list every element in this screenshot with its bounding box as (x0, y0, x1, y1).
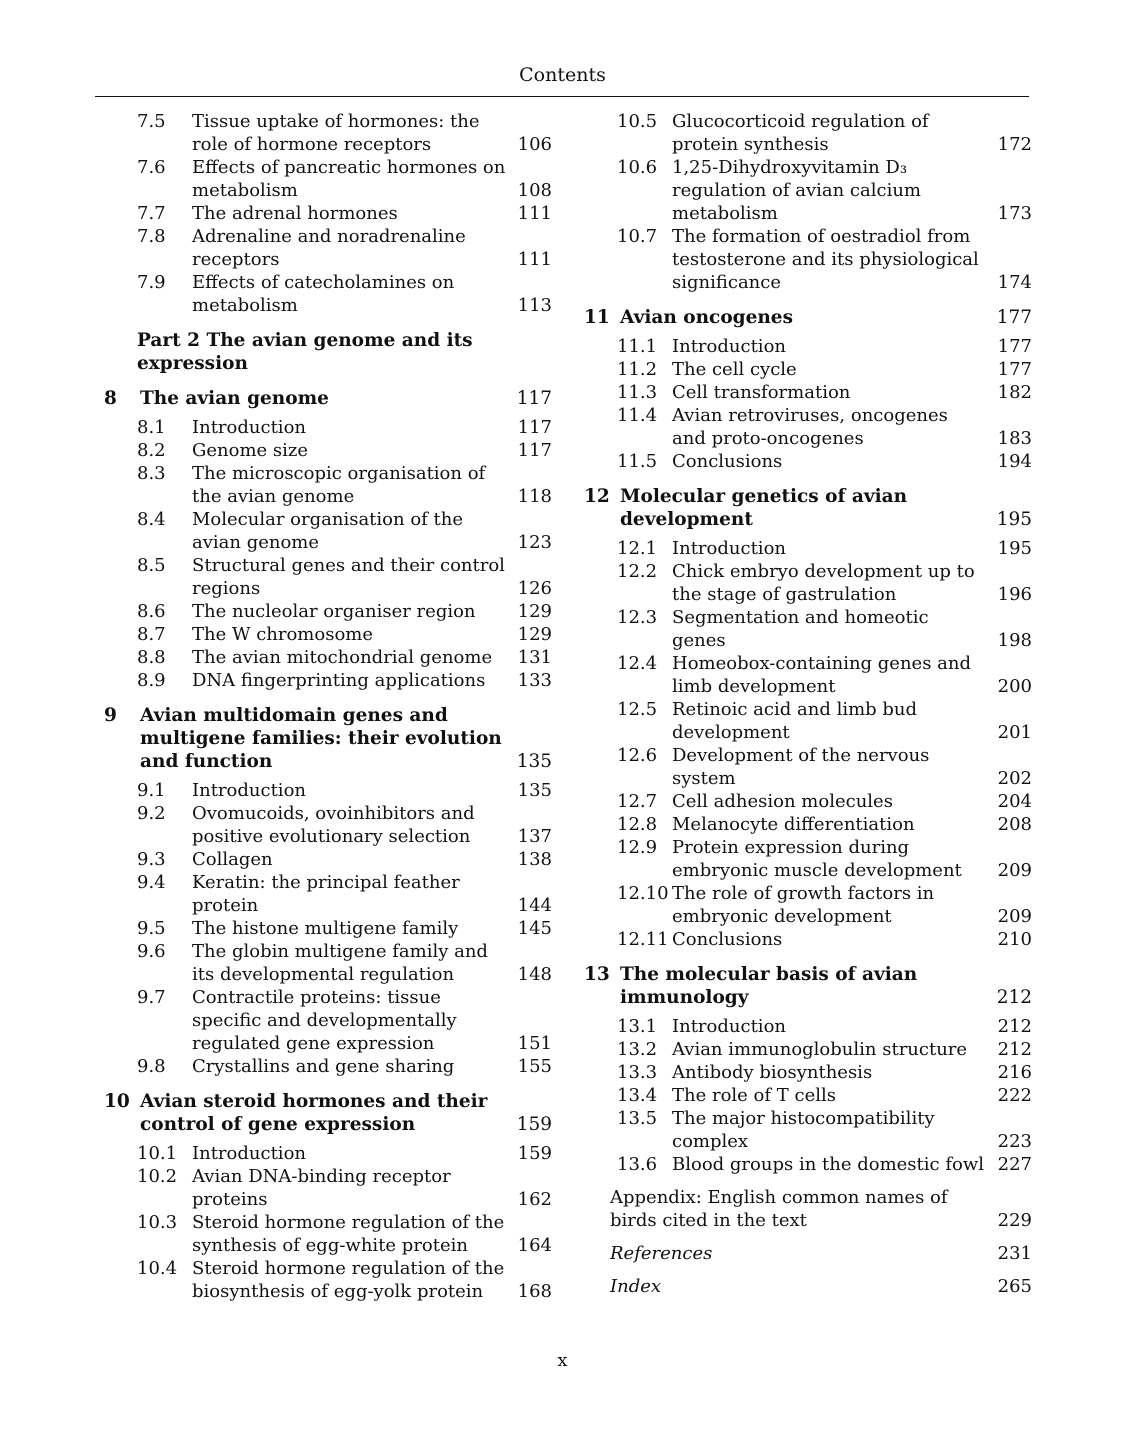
toc-sec-entry (580, 225, 1032, 294)
toc-entry-number: 13.3 (617, 1062, 658, 1083)
toc-entry-title: Avian DNA-binding receptor proteins (192, 1166, 451, 1210)
toc-sec-entry (580, 882, 1032, 928)
toc-entry-number: 13.5 (617, 1108, 658, 1129)
toc-entry-page: 265 (997, 1276, 1032, 1297)
toc-entry-title: Chick embryo development up to the stage of gastrulation (672, 561, 975, 605)
toc-sec-entry (580, 836, 1032, 882)
toc-entry-title: Introduction (192, 1143, 306, 1164)
toc-sec-entry (100, 225, 552, 271)
toc-sec-entry (580, 404, 1032, 450)
toc-entry-title: Retinoic acid and limb bud development (672, 699, 918, 743)
toc-entry-title: Ovomucoids, ovoinhibitors and positive evolutionary selection (192, 803, 475, 847)
toc-entry-number: 7.9 (137, 272, 166, 293)
toc-entry-page: 212 (997, 1016, 1032, 1037)
toc-entry-page: 145 (517, 918, 552, 939)
toc-sec-entry (100, 623, 552, 646)
page-number: x (557, 1350, 568, 1371)
toc-sec-entry (580, 156, 1032, 225)
toc-entry-title: Antibody biosynthesis (672, 1062, 873, 1083)
toc-entry-page: 212 (996, 987, 1032, 1008)
toc-entry-title: Introduction (672, 1016, 786, 1037)
toc-entry-number: 10.1 (137, 1143, 178, 1164)
toc-entry-title: Part 2 The avian genome and its expression (137, 330, 473, 374)
toc-entry-page: 117 (517, 440, 552, 461)
toc-sec-entry (580, 1107, 1032, 1153)
toc-entry-number: 12 (584, 486, 610, 507)
toc-entry-title: References (610, 1243, 713, 1264)
toc-entry-page: 222 (997, 1085, 1032, 1106)
toc-entry-page: 151 (517, 1033, 552, 1054)
toc-entry-number: 7.7 (137, 203, 166, 224)
toc-entry-title: The microscopic organisation of the avian genome (192, 463, 486, 507)
toc-back-entry (580, 1186, 1032, 1232)
toc-entry-number: 8.8 (137, 647, 166, 668)
toc-entry-title: The histone multigene family (192, 918, 459, 939)
toc-entry-number: 8 (104, 388, 117, 409)
toc-entry-title: Avian multidomain genes and multigene families: their evolution and function (140, 705, 502, 772)
toc-chap-entry (580, 485, 1032, 531)
toc-entry-page: 223 (997, 1131, 1032, 1152)
toc-entry-number: 9.6 (137, 941, 166, 962)
toc-entry-number: 13.6 (617, 1154, 658, 1175)
toc-sec-entry (100, 462, 552, 508)
toc-entry-page: 194 (997, 451, 1032, 472)
toc-entry-number: 7.8 (137, 226, 166, 247)
toc-entry-page: 138 (517, 849, 552, 870)
toc-entry-page: 168 (517, 1281, 552, 1302)
toc-entry-number: 9.8 (137, 1056, 166, 1077)
toc-entry-page: 133 (517, 670, 552, 691)
toc-entry-page: 195 (996, 509, 1032, 530)
toc-entry-title: The nucleolar organiser region (192, 601, 476, 622)
toc-entry-page: 229 (997, 1210, 1032, 1231)
toc-back-entry (580, 1242, 1032, 1265)
toc-sec-entry (580, 1061, 1032, 1084)
toc-entry-title: The cell cycle (672, 359, 797, 380)
toc-entry-number: 8.1 (137, 417, 166, 438)
toc-entry-number: 9.4 (137, 872, 166, 893)
toc-entry-page: 201 (997, 722, 1032, 743)
toc-entry-title: Introduction (192, 417, 306, 438)
toc-sec-entry (100, 416, 552, 439)
toc-entry-number: 8.9 (137, 670, 166, 691)
toc-entry-page: 177 (997, 359, 1032, 380)
toc-entry-title: Introduction (672, 538, 786, 559)
toc-sec-entry (100, 1142, 552, 1165)
toc-entry-number: 7.5 (137, 111, 166, 132)
toc-sec-entry (580, 698, 1032, 744)
toc-entry-number: 9.2 (137, 803, 166, 824)
toc-sec-entry (100, 871, 552, 917)
toc-entry-title: The globin multigene family and its developmental regulation (192, 941, 488, 985)
toc-entry-page: 164 (517, 1235, 552, 1256)
toc-entry-title: Avian retroviruses, oncogenes and proto-oncogenes (672, 405, 948, 449)
toc-entry-number: 11.4 (617, 405, 658, 426)
toc-entry-page: 209 (997, 860, 1032, 881)
toc-entry-page: 177 (997, 336, 1032, 357)
toc-entry-page: 108 (517, 180, 552, 201)
toc-entry-page: 183 (997, 428, 1032, 449)
toc-chap-entry (580, 306, 1032, 329)
toc-sec-entry (580, 1015, 1032, 1038)
toc-entry-number: 12.4 (617, 653, 658, 674)
toc-entry-number: 8.3 (137, 463, 166, 484)
toc-entry-number: 9 (104, 705, 117, 726)
toc-entry-page: 117 (516, 388, 552, 409)
toc-entry-number: 12.5 (617, 699, 658, 720)
toc-sec-entry (100, 1165, 552, 1211)
toc-entry-number: 10.3 (137, 1212, 178, 1233)
toc-entry-page: 195 (997, 538, 1032, 559)
toc-entry-page: 174 (997, 272, 1032, 293)
toc-entry-number: 13.2 (617, 1039, 658, 1060)
toc-sec-entry (580, 560, 1032, 606)
toc-entry-title: DNA fingerprinting applications (192, 670, 486, 691)
toc-entry-number: 9.1 (137, 780, 166, 801)
toc-entry-title: Avian oncogenes (620, 307, 793, 328)
toc-entry-title: Contractile proteins: tissue specific and developmentally regulated gene expression (192, 987, 457, 1054)
toc-sec-entry (100, 1055, 552, 1078)
toc-entry-number: 10.7 (617, 226, 658, 247)
toc-entry-title: The molecular basis of avian immunology (620, 964, 918, 1008)
toc-sec-entry (580, 1084, 1032, 1107)
toc-sec-entry (100, 940, 552, 986)
toc-sec-entry (100, 600, 552, 623)
toc-entry-page: 172 (997, 134, 1032, 155)
toc-chap-entry (100, 1090, 552, 1136)
toc-sec-entry (580, 928, 1032, 951)
toc-entry-title: Steroid hormone regulation of the biosynthesis of egg-yolk protein (192, 1258, 505, 1302)
toc-entry-page: 111 (517, 249, 552, 270)
toc-entry-title: Development of the nervous system (672, 745, 930, 789)
toc-entry-page: 144 (517, 895, 552, 916)
toc-entry-number: 12.9 (617, 837, 658, 858)
toc-entry-title: Crystallins and gene sharing (192, 1056, 455, 1077)
toc-entry-page: 208 (997, 814, 1032, 835)
toc-entry-title: Adrenaline and noradrenaline receptors (192, 226, 466, 270)
toc-entry-title: Avian immunoglobulin structure (672, 1039, 968, 1060)
toc-entry-title: Homeobox-containing genes and limb development (672, 653, 972, 697)
toc-entry-title: The role of T cells (672, 1085, 836, 1106)
toc-entry-number: 10.5 (617, 111, 658, 132)
toc-entry-number: 9.5 (137, 918, 166, 939)
toc-chap-entry (100, 704, 552, 773)
toc-entry-number: 8.4 (137, 509, 166, 530)
toc-sec-entry (100, 669, 552, 692)
toc-column-right (580, 110, 1032, 1298)
toc-entry-number: 10.4 (137, 1258, 178, 1279)
toc-sec-entry (580, 450, 1032, 473)
toc-entry-number: 13.1 (617, 1016, 658, 1037)
header-rule (95, 96, 1029, 97)
toc-sec-entry (100, 110, 552, 156)
toc-entry-number: 12.10 (617, 883, 669, 904)
toc-entry-title: Conclusions (672, 451, 783, 472)
toc-entry-page: 106 (517, 134, 552, 155)
toc-entry-number: 11.5 (617, 451, 658, 472)
toc-entry-number: 12.8 (617, 814, 658, 835)
toc-entry-page: 182 (997, 382, 1032, 403)
toc-chap-entry (580, 963, 1032, 1009)
toc-sec-entry (580, 813, 1032, 836)
toc-entry-title: The W chromosome (192, 624, 374, 645)
toc-entry-number: 12.1 (617, 538, 658, 559)
toc-entry-title: Effects of catecholamines on metabolism (192, 272, 455, 316)
toc-entry-number: 12.7 (617, 791, 658, 812)
toc-entry-number: 10 (104, 1091, 130, 1112)
toc-entry-number: 12.11 (617, 929, 669, 950)
toc-sec-entry (100, 779, 552, 802)
toc-entry-page: 212 (997, 1039, 1032, 1060)
toc-entry-title: The avian genome (140, 388, 329, 409)
toc-chap-entry (100, 387, 552, 410)
toc-entry-number: 11.2 (617, 359, 658, 380)
toc-entry-page: 137 (517, 826, 552, 847)
toc-entry-page: 216 (997, 1062, 1032, 1083)
toc-sec-entry (100, 986, 552, 1055)
toc-entry-title: Genome size (192, 440, 309, 461)
toc-back-entry (580, 1275, 1032, 1298)
toc-entry-number: 7.6 (137, 157, 166, 178)
toc-entry-number: 10.6 (617, 157, 658, 178)
toc-sec-entry (580, 1038, 1032, 1061)
toc-sec-entry (100, 271, 552, 317)
toc-entry-number: 8.6 (137, 601, 166, 622)
toc-entry-title: Introduction (672, 336, 786, 357)
toc-entry-title: Melanocyte differentiation (672, 814, 915, 835)
toc-sec-entry (580, 381, 1032, 404)
toc-sec-entry (580, 110, 1032, 156)
toc-sec-entry (100, 202, 552, 225)
toc-entry-page: 177 (996, 307, 1032, 328)
toc-entry-page: 131 (517, 647, 552, 668)
toc-entry-number: 8.5 (137, 555, 166, 576)
toc-entry-page: 173 (997, 203, 1032, 224)
toc-entry-page: 148 (517, 964, 552, 985)
toc-entry-title: Molecular organisation of the avian genome (192, 509, 464, 553)
running-head: Contents (519, 64, 606, 86)
toc-sec-entry (100, 1257, 552, 1303)
toc-entry-page: 117 (517, 417, 552, 438)
toc-entry-title: Steroid hormone regulation of the synthesis of egg-white protein (192, 1212, 505, 1256)
toc-sec-entry (580, 358, 1032, 381)
toc-entry-page: 196 (997, 584, 1032, 605)
toc-sec-entry (100, 917, 552, 940)
toc-sec-entry (100, 156, 552, 202)
toc-entry-page: 204 (997, 791, 1032, 812)
toc-entry-title: The formation of oestradiol from testosterone and its physiological significance (672, 226, 979, 293)
toc-sec-entry (580, 606, 1032, 652)
toc-entry-title: Molecular genetics of avian development (620, 486, 908, 530)
toc-entry-title: Collagen (192, 849, 273, 870)
toc-entry-title: Glucocorticoid regulation of protein synthesis (672, 111, 929, 155)
toc-entry-page: 162 (517, 1189, 552, 1210)
toc-sec-entry (100, 554, 552, 600)
toc-entry-page: 129 (517, 624, 552, 645)
toc-entry-page: 111 (517, 203, 552, 224)
toc-entry-page: 126 (517, 578, 552, 599)
toc-entry-number: 11.3 (617, 382, 658, 403)
toc-sec-entry (580, 790, 1032, 813)
toc-entry-title: Segmentation and homeotic genes (672, 607, 929, 651)
toc-entry-title: Protein expression during embryonic muscle development (672, 837, 962, 881)
toc-entry-title: Cell transformation (672, 382, 851, 403)
toc-entry-title: Avian steroid hormones and their control of gene expression (140, 1091, 488, 1135)
toc-entry-page: 135 (516, 751, 552, 772)
toc-entry-page: 200 (997, 676, 1032, 697)
toc-entry-page: 202 (997, 768, 1032, 789)
toc-entry-title: Index (610, 1276, 662, 1297)
toc-entry-number: 8.7 (137, 624, 166, 645)
toc-entry-title: Cell adhesion molecules (672, 791, 893, 812)
toc-entry-number: 12.2 (617, 561, 658, 582)
toc-entry-number: 10.2 (137, 1166, 178, 1187)
toc-sec-entry (580, 652, 1032, 698)
toc-sec-entry (580, 1153, 1032, 1176)
toc-entry-number: 12.6 (617, 745, 658, 766)
toc-entry-title: Blood groups in the domestic fowl (672, 1154, 984, 1175)
toc-entry-title: The major histocompatibility complex (672, 1108, 935, 1152)
toc-entry-number: 13 (584, 964, 610, 985)
toc-entry-number: 9.7 (137, 987, 166, 1008)
toc-entry-title: Structural genes and their control regions (192, 555, 505, 599)
toc-entry-number: 11 (584, 307, 610, 328)
toc-entry-page: 231 (997, 1243, 1032, 1264)
toc-entry-number: 12.3 (617, 607, 658, 628)
toc-entry-title: Conclusions (672, 929, 783, 950)
toc-entry-page: 118 (517, 486, 552, 507)
toc-sec-entry (100, 848, 552, 871)
toc-sec-entry (100, 1211, 552, 1257)
toc-entry-number: 11.1 (617, 336, 658, 357)
toc-entry-page: 123 (517, 532, 552, 553)
toc-entry-title: The avian mitochondrial genome (192, 647, 493, 668)
toc-entry-page: 159 (516, 1114, 552, 1135)
toc-sec-entry (580, 335, 1032, 358)
toc-sec-entry (580, 744, 1032, 790)
toc-entry-page: 159 (517, 1143, 552, 1164)
toc-entry-title: The adrenal hormones (192, 203, 398, 224)
toc-entry-page: 113 (517, 295, 552, 316)
toc-entry-title: Appendix: English common names of birds cited in the text (610, 1187, 948, 1231)
toc-column-left (100, 110, 552, 1303)
toc-entry-number: 9.3 (137, 849, 166, 870)
toc-entry-title: 1,25-Dihydroxyvitamin D₃ regulation of avian calcium metabolism (672, 157, 921, 224)
toc-entry-title: Tissue uptake of hormones: the role of hormone receptors (192, 111, 480, 155)
toc-entry-title: Introduction (192, 780, 306, 801)
toc-entry-title: The role of growth factors in embryonic development (672, 883, 935, 927)
toc-sec-entry (580, 537, 1032, 560)
toc-sec-entry (100, 646, 552, 669)
toc-sec-entry (100, 439, 552, 462)
toc-entry-page: 129 (517, 601, 552, 622)
toc-entry-number: 13.4 (617, 1085, 658, 1106)
toc-entry-page: 135 (517, 780, 552, 801)
toc-entry-page: 227 (997, 1154, 1032, 1175)
toc-sec-entry (100, 802, 552, 848)
toc-entry-title: Keratin: the principal feather protein (192, 872, 460, 916)
toc-entry-page: 210 (997, 929, 1032, 950)
toc-entry-number: 8.2 (137, 440, 166, 461)
toc-sec-entry (100, 508, 552, 554)
toc-part-entry (100, 329, 552, 375)
toc-entry-page: 198 (997, 630, 1032, 651)
toc-entry-page: 209 (997, 906, 1032, 927)
toc-entry-page: 155 (517, 1056, 552, 1077)
toc-entry-title: Effects of pancreatic hormones on metabolism (192, 157, 506, 201)
